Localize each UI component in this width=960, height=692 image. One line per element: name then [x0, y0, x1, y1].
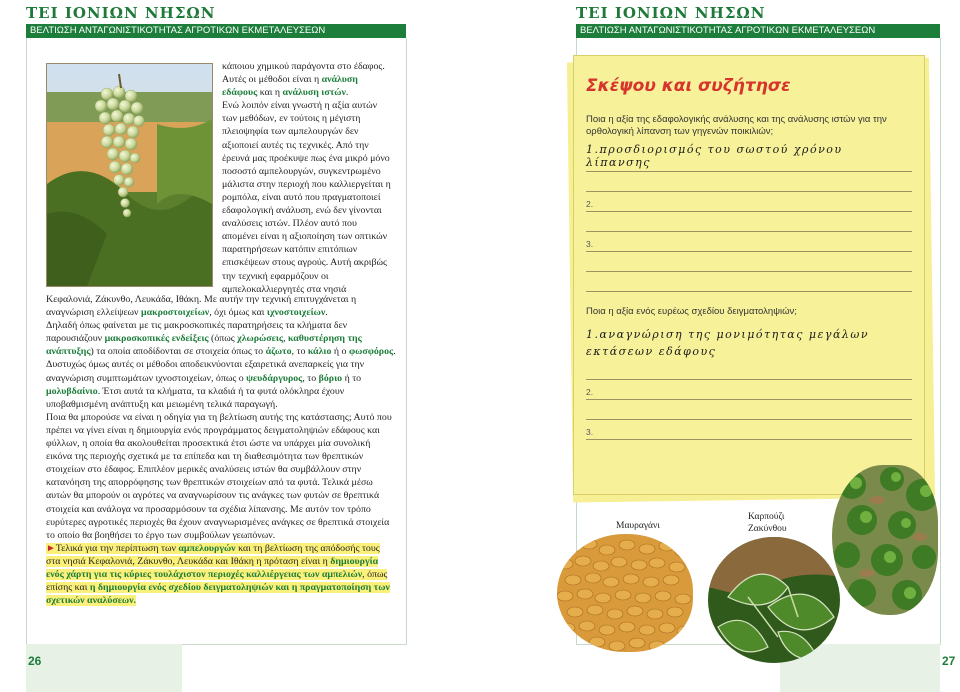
text-span: .	[325, 307, 328, 319]
header-bar: ΒΕΛΤΙΩΣΗ ΑΝΤΑΓΩΝΙΣΤΙΚΟΤΗΤΑΣ ΑΓΡΟΤΙΚΩΝ ΕΚΜΕΤΑΛΕΥΣΕΩΝ	[26, 24, 406, 38]
footer-bar	[26, 644, 182, 692]
text-span: .	[345, 87, 349, 99]
melon-plant-photo	[708, 537, 840, 663]
answer-line	[586, 380, 912, 400]
wheat-photo	[557, 534, 693, 652]
term: ιχνοστοιχείων	[266, 307, 326, 319]
text-span: ή ο	[331, 346, 349, 358]
header-bar: ΒΕΛΤΙΩΣΗ ΑΝΤΑΓΩΝΙΣΤΙΚΟΤΗΤΑΣ ΑΓΡΟΤΙΚΩΝ ΕΚΜΕΤΑΛΕΥΣΕΩΝ	[576, 24, 940, 38]
answer-line	[586, 212, 912, 232]
term: η δημιουργία ενός σχεδίου δειγματοληψιών και η πραγματοποίηση των σχετικών αναλύσεων.	[46, 582, 390, 607]
text-span: , όπως επίσης και	[46, 568, 388, 594]
term: δημιουργία ενός χάρτη για τις κύριες τουλάχιστον περιοχές καλλιέργειας των αμπελιών	[46, 555, 379, 580]
answer-number: 2.	[586, 387, 594, 397]
answer-line	[586, 420, 912, 440]
term: αμπελουργών	[178, 542, 236, 554]
conclusion-paragraph	[46, 542, 396, 607]
note-title: Σκέψου και συζήτησε	[586, 76, 791, 96]
text-span: και η	[257, 87, 283, 99]
term: κάλιο	[307, 346, 332, 358]
text-span: , όχι όμως και	[209, 307, 267, 319]
term: άζωτο	[265, 346, 292, 358]
text-span: ) τα οποία αποδίδονται σε στοιχεία όπως το	[90, 346, 266, 358]
paragraph	[46, 319, 396, 411]
text-span: (όπως	[208, 333, 238, 345]
answer-line	[586, 360, 912, 380]
answer-number: 3.	[586, 239, 594, 249]
text-span: . Δυστυχώς όμως αυτές οι μέθοδοι αποδεικνύονται εξαιρετικά ανεπαρκείς για την αναγνώριση συμπτωμάτων ιχνοστοιχείων, όπως ο	[46, 346, 396, 384]
handwritten-answer: 1.προσδιορισμός του σωστού χρόνου λίπανσης	[586, 143, 843, 169]
text-span: και τη βελτίωση της απόδοσής τους στα νησιά Κεφαλονιά, Ζάκυνθο, Λευκάδα και Ιθάκη η πρόταση είναι η	[46, 542, 380, 567]
text-span: , το	[291, 346, 308, 358]
page-number: 27	[942, 654, 956, 668]
term: καθυστέρηση της ανάπτυξης	[46, 333, 362, 358]
text-span: , το	[302, 372, 319, 384]
paragraph	[46, 293, 396, 319]
text-span: Κεφαλονιά, Ζάκυνθο, Λευκάδα, Ιθάκη. Με αυτήν την τεχνική επιτυγχάνεται η αναγνώριση ελλείψεων	[46, 294, 357, 319]
answer-line	[586, 192, 912, 212]
term-tissue-analysis: ανάλυση ιστών	[282, 87, 346, 99]
text-span: Τελικά για την περίπτωση των	[55, 542, 179, 554]
institution-title: ΤΕΙ ΙΟΝΙΩΝ ΝΗΣΩΝ	[26, 4, 216, 22]
grapes-photo	[46, 63, 213, 287]
right-page	[480, 0, 960, 692]
answer-line	[586, 272, 912, 292]
question-1: Ποια η αξία της εδαφολογικής ανάλυσης και της ανάλυσης ιστών για την ορθολογική λίπανση των γηγενών ποικιλιών;	[586, 114, 887, 137]
paragraph: Ποια θα μπορούσε να είναι η οδηγία για τη βελτίωση αυτής της κατάστασης; Αυτό που πρέπει να γίνει είναι η δημιουργία ενός προγράμματος δειγματοληψιών εδάφους και φύλλων, η οποία θα ακολουθείται προσεκτικά έτσι ώστε να υπάρχει μία συνολική εικόνα της περιοχής σχετικά με τα επίπεδα και τη διαθεσιμότητα των θρεπτικών στοιχείων στο έδαφος. Επιπλέον μερικές αναλύσεις ιστών θα συμβάλλουν στην κατανόηση της απορρόφησης των θρεπτικών στοιχείων από τα φυτά. Τελικά μέσω αυτών θα μπορούν οι αγρότες να αναγνωρίσουν τις ανάγκες των φυτών σε θρεπτικά στοιχεία και ανάλογα να προσαρμόσουν τα σχέδια λίπανσης. Με αυτόν τον τρόπο ευρύτερες αγροτικές περιοχές θα έχουν αναγνωρισμένες ανάγκες σε θρεπτικά στοιχεία το οποίο θα βοηθήσει το έργο των συμβούλων γεωπόνων.	[46, 411, 392, 541]
page-number: 26	[28, 654, 42, 668]
term: μακροστοιχείων	[140, 307, 210, 319]
text-span: Δηλαδή όπως φαίνεται με τις μακροσκοπικές παρατηρήσεις τα κλήματα δεν παρουσιάζουν	[46, 320, 348, 345]
answer-line	[586, 252, 912, 272]
text-span: ,	[283, 333, 289, 345]
discussion-note	[573, 55, 925, 495]
paragraph	[222, 60, 392, 99]
text-column	[222, 60, 392, 296]
caption-melon: Καρπούζι Ζακύνθου	[748, 512, 787, 534]
term: βόριο	[318, 372, 343, 384]
arrow-icon: ►	[46, 542, 56, 554]
text-span: κάποιου χημικού παράγοντα στο έδαφος. Αυτές οι μέθοδοι είναι η	[222, 61, 385, 86]
paragraph: Ενώ λοιπόν είναι γνωστή η αξία αυτών των μεθόδων, εν τούτοις η μέγιστη πλειοψηφία των αμπελουργών δεν αξιοποιεί αυτές τις τεχνικές. Από την έρευνά μας προέκυψε πως ένα μικρό μόνο ποσοστό αμπελουργών, συγκεντρωμένο μάλιστα στην περιοχή που καλλιεργείται η ρομπόλα, είναι αυτό που πραγματοποιεί εδαφολογική ανάλυση, ενώ δεν γίνονται αναλύσεις ιστών. Πλέον αυτό που απομένει είναι η αξιοποίηση των οπτικών παρατηρήσεων κατόπιν επιτόπιων επισκέψεων στους αγρούς. Αυτή ακριβώς την τεχνική εφαρμόζουν οι αμπελοκαλλιεργητές στα νησιά	[222, 100, 391, 295]
term: μακροσκοπικές ενδείξεις	[104, 333, 209, 345]
term: μολυβδαίνιο	[46, 385, 98, 397]
term: φωσφόρος	[348, 346, 394, 358]
answer-line	[586, 232, 912, 252]
term: ψευδάργυρος	[246, 372, 303, 384]
term: χλωρώσεις	[237, 333, 284, 345]
caption-wheat: Μαυραγάνι	[616, 521, 660, 531]
answer-number: 2.	[586, 199, 594, 209]
text-span: . Έτσι αυτά τα κλήματα, τα κλαδιά ή τα φυτά ολόκληρα έχουν υποβαθμισμένη ανάπτυξη και μειωμένη τελικά παραγωγή.	[46, 385, 345, 410]
answer-line	[586, 400, 912, 420]
text-span: ή το	[342, 372, 362, 384]
question-2: Ποια η αξία ενός ευρέως σχεδίου δειγματοληψιών;	[586, 306, 797, 317]
answer-number: 3.	[586, 427, 594, 437]
answer-line	[586, 172, 912, 192]
text-body	[46, 293, 396, 607]
institution-title: ΤΕΙ ΙΟΝΙΩΝ ΝΗΣΩΝ	[576, 4, 766, 22]
handwritten-answer: 1.αναγνώριση της μονιμότητας μεγάλων εκτάσεων εδάφους	[586, 328, 870, 358]
term-soil-analysis: ανάλυση εδάφους	[222, 74, 358, 99]
answer-line	[586, 143, 912, 172]
field-crop-photo	[832, 465, 938, 615]
